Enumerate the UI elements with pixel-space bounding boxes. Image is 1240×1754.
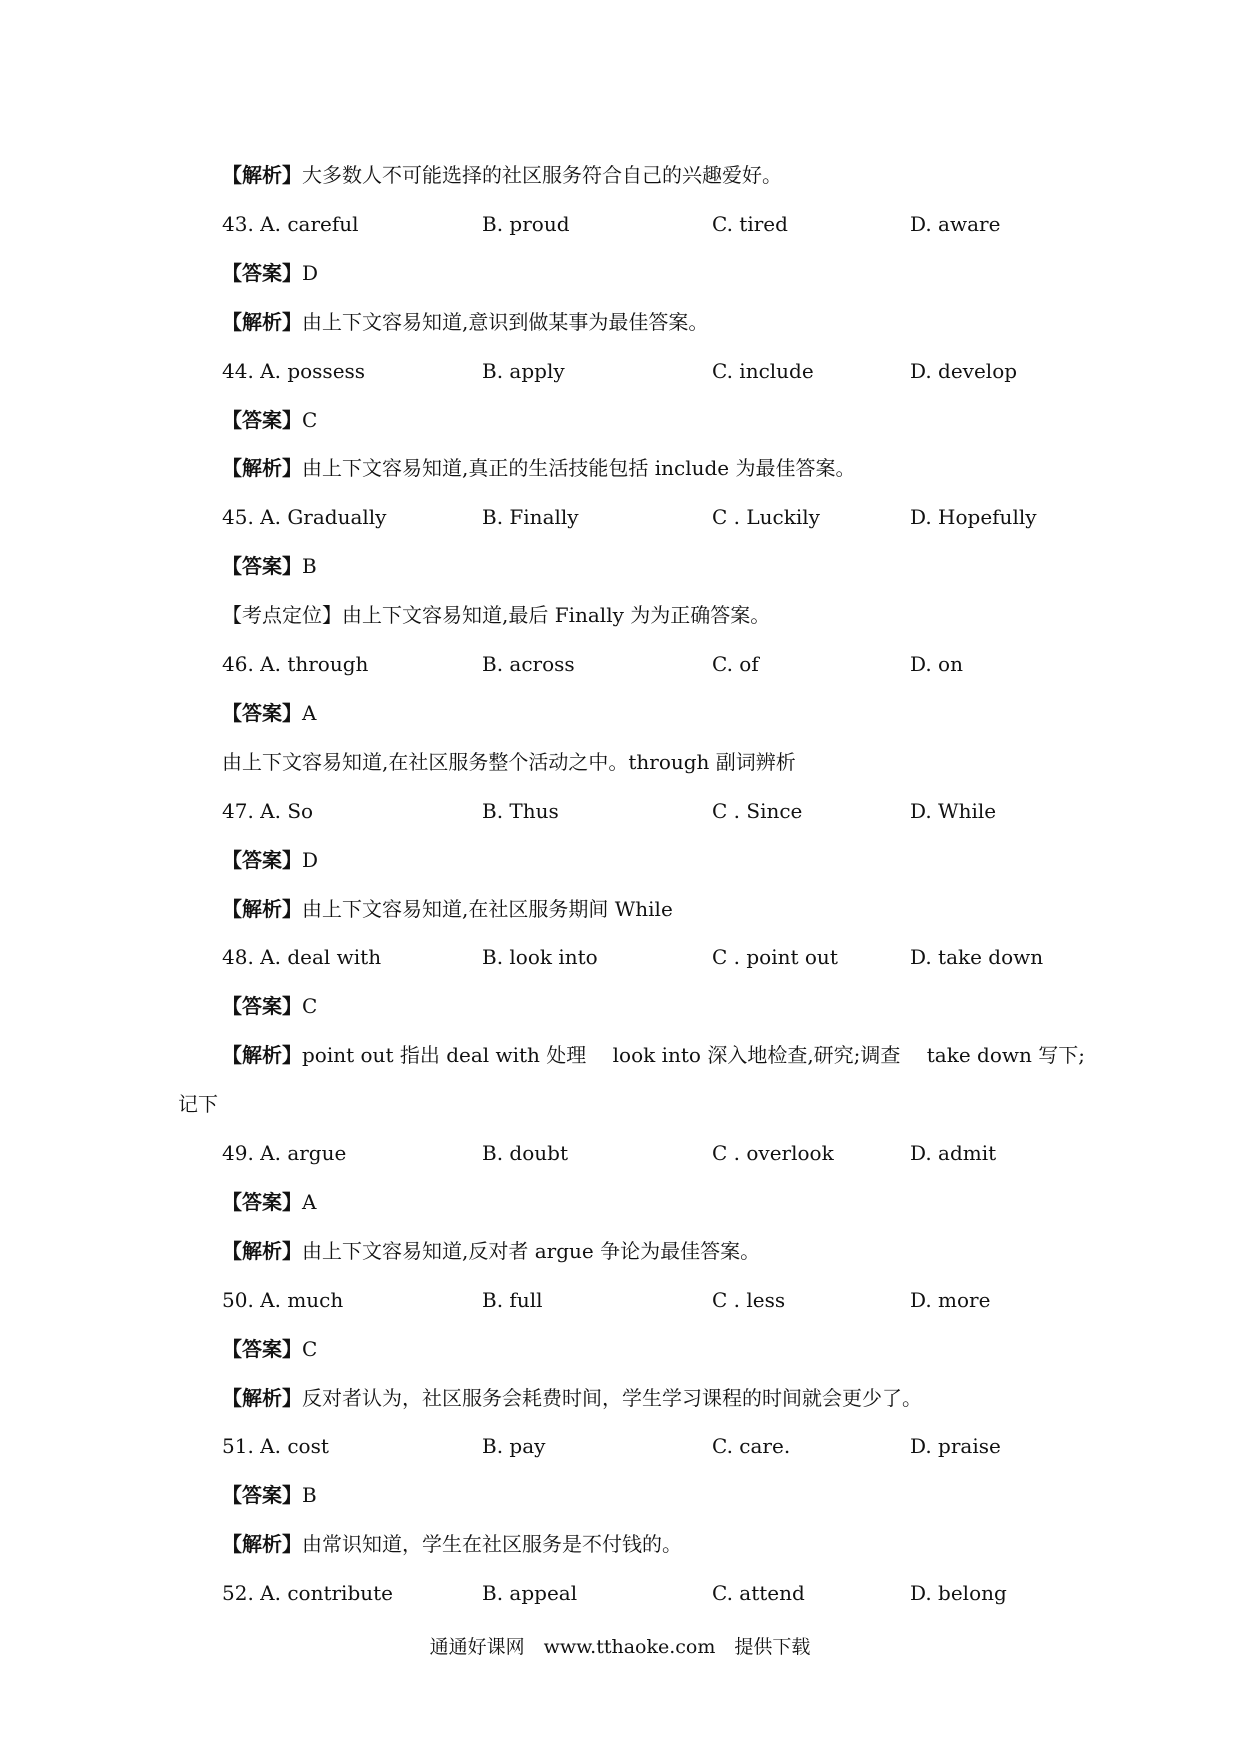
- text-line: [222, 598, 770, 632]
- question-option-b: B. doubt: [482, 1141, 568, 1165]
- answer-line: [222, 1478, 317, 1512]
- question-option-c: C. tired: [712, 212, 788, 236]
- question-option-d: D. Hopefully: [910, 505, 1037, 529]
- question-option-a: 43. A. careful: [222, 212, 359, 236]
- answer-line: [222, 256, 318, 290]
- answer-line: [222, 843, 318, 877]
- question-option-d: D. admit: [910, 1141, 997, 1165]
- analysis-line: [222, 305, 708, 339]
- section-tag: 【解析】: [222, 1532, 302, 1556]
- question-option-a: 47. A. So: [222, 799, 314, 823]
- analysis-line: [222, 1527, 682, 1561]
- page-footer: 通通好课网 www.tthaoke.com 提供下载: [429, 1636, 811, 1658]
- question-option-c: C. care.: [712, 1434, 791, 1458]
- question-option-a: 49. A. argue: [222, 1141, 347, 1165]
- question-option-c: C . overlook: [712, 1141, 834, 1165]
- answer-line: [222, 696, 316, 730]
- question-option-c: C . Since: [712, 799, 803, 823]
- section-tag: 【答案】: [222, 408, 302, 432]
- section-tag: 【答案】: [222, 1483, 302, 1507]
- analysis-line: [222, 892, 673, 926]
- text-line: [222, 745, 796, 779]
- line-text: C: [302, 1337, 318, 1361]
- question-option-a: 44. A. possess: [222, 359, 366, 383]
- section-tag: 【答案】: [222, 261, 302, 285]
- question-option-b: B. appeal: [482, 1581, 578, 1605]
- question-option-d: D. While: [910, 799, 997, 823]
- question-option-c: C. include: [712, 359, 814, 383]
- text-line: [178, 1087, 218, 1121]
- analysis-line: [222, 1234, 760, 1268]
- question-option-d: D. more: [910, 1288, 991, 1312]
- answer-line: [222, 989, 317, 1023]
- line-text: C: [302, 408, 318, 432]
- line-text: point out 指出 deal with 处理 look into 深入地检查,研究;调查 take down 写下;: [302, 1043, 1085, 1067]
- question-option-c: C . less: [712, 1288, 786, 1312]
- line-text: 记下: [178, 1092, 218, 1116]
- question-option-b: B. look into: [482, 945, 598, 969]
- line-text: D: [302, 848, 319, 872]
- question-option-b: B. Thus: [482, 799, 559, 823]
- line-text: 由上下文容易知道,意识到做某事为最佳答案。: [302, 310, 709, 334]
- question-option-c: C . point out: [712, 945, 838, 969]
- line-text: 反对者认为，社区服务会耗费时间，学生学习课程的时间就会更少了。: [302, 1386, 922, 1410]
- section-tag: 【答案】: [222, 1190, 302, 1214]
- question-option-a: 51. A. cost: [222, 1434, 329, 1458]
- line-text: 由常识知道，学生在社区服务是不付钱的。: [302, 1532, 682, 1556]
- question-option-b: B. full: [482, 1288, 543, 1312]
- line-text: 大多数人不可能选择的社区服务符合自己的兴趣爱好。: [302, 163, 782, 187]
- question-option-a: 50. A. much: [222, 1288, 344, 1312]
- question-option-c: C. attend: [712, 1581, 805, 1605]
- section-tag: 【解析】: [222, 1043, 302, 1067]
- answer-line: [222, 1332, 317, 1366]
- answer-line: [222, 549, 317, 583]
- question-option-d: D. aware: [910, 212, 1001, 236]
- question-option-d: D. belong: [910, 1581, 1007, 1605]
- question-option-a: 46. A. through: [222, 652, 369, 676]
- line-text: 由上下文容易知道,真正的生活技能包括 include 为最佳答案。: [302, 456, 856, 480]
- section-tag: 【答案】: [222, 1337, 302, 1361]
- line-text: B: [302, 1483, 317, 1507]
- section-tag: 【答案】: [222, 701, 302, 725]
- question-option-b: B. proud: [482, 212, 570, 236]
- section-tag: 【解析】: [222, 456, 302, 480]
- line-text: A: [302, 701, 317, 725]
- section-tag: 【解析】: [222, 163, 302, 187]
- line-text: C: [302, 994, 318, 1018]
- question-option-a: 48. A. deal with: [222, 945, 382, 969]
- line-text: A: [302, 1190, 317, 1214]
- question-option-d: D. praise: [910, 1434, 1001, 1458]
- question-option-b: B. across: [482, 652, 575, 676]
- question-option-d: D. on: [910, 652, 963, 676]
- section-tag: 【答案】: [222, 848, 302, 872]
- section-tag: 【解析】: [222, 897, 302, 921]
- line-text: 由上下文容易知道,在社区服务期间 While: [302, 897, 673, 921]
- line-text: B: [302, 554, 317, 578]
- section-tag: 【解析】: [222, 310, 302, 334]
- question-option-d: D. develop: [910, 359, 1018, 383]
- section-tag: 【解析】: [222, 1386, 302, 1410]
- section-tag: 【答案】: [222, 554, 302, 578]
- analysis-line: [222, 158, 782, 192]
- line-text: 由上下文容易知道,在社区服务整个活动之中。through 副词辨析: [222, 750, 796, 774]
- section-tag: 【答案】: [222, 994, 302, 1018]
- answer-line: [222, 403, 317, 437]
- analysis-line: [222, 451, 855, 485]
- question-option-c: C . Luckily: [712, 505, 820, 529]
- question-option-d: D. take down: [910, 945, 1044, 969]
- question-option-b: B. Finally: [482, 505, 579, 529]
- question-option-b: B. pay: [482, 1434, 546, 1458]
- question-option-a: 52. A. contribute: [222, 1581, 393, 1605]
- question-option-c: C. of: [712, 652, 759, 676]
- analysis-line: [222, 1038, 1085, 1072]
- analysis-line: [222, 1381, 922, 1415]
- answer-line: [222, 1185, 316, 1219]
- section-tag: 【解析】: [222, 1239, 302, 1263]
- question-option-a: 45. A. Gradually: [222, 505, 387, 529]
- line-text: 由上下文容易知道,反对者 argue 争论为最佳答案。: [302, 1239, 761, 1263]
- line-text: 【考点定位】由上下文容易知道,最后 Finally 为为正确答案。: [222, 603, 771, 627]
- line-text: D: [302, 261, 319, 285]
- question-option-b: B. apply: [482, 359, 565, 383]
